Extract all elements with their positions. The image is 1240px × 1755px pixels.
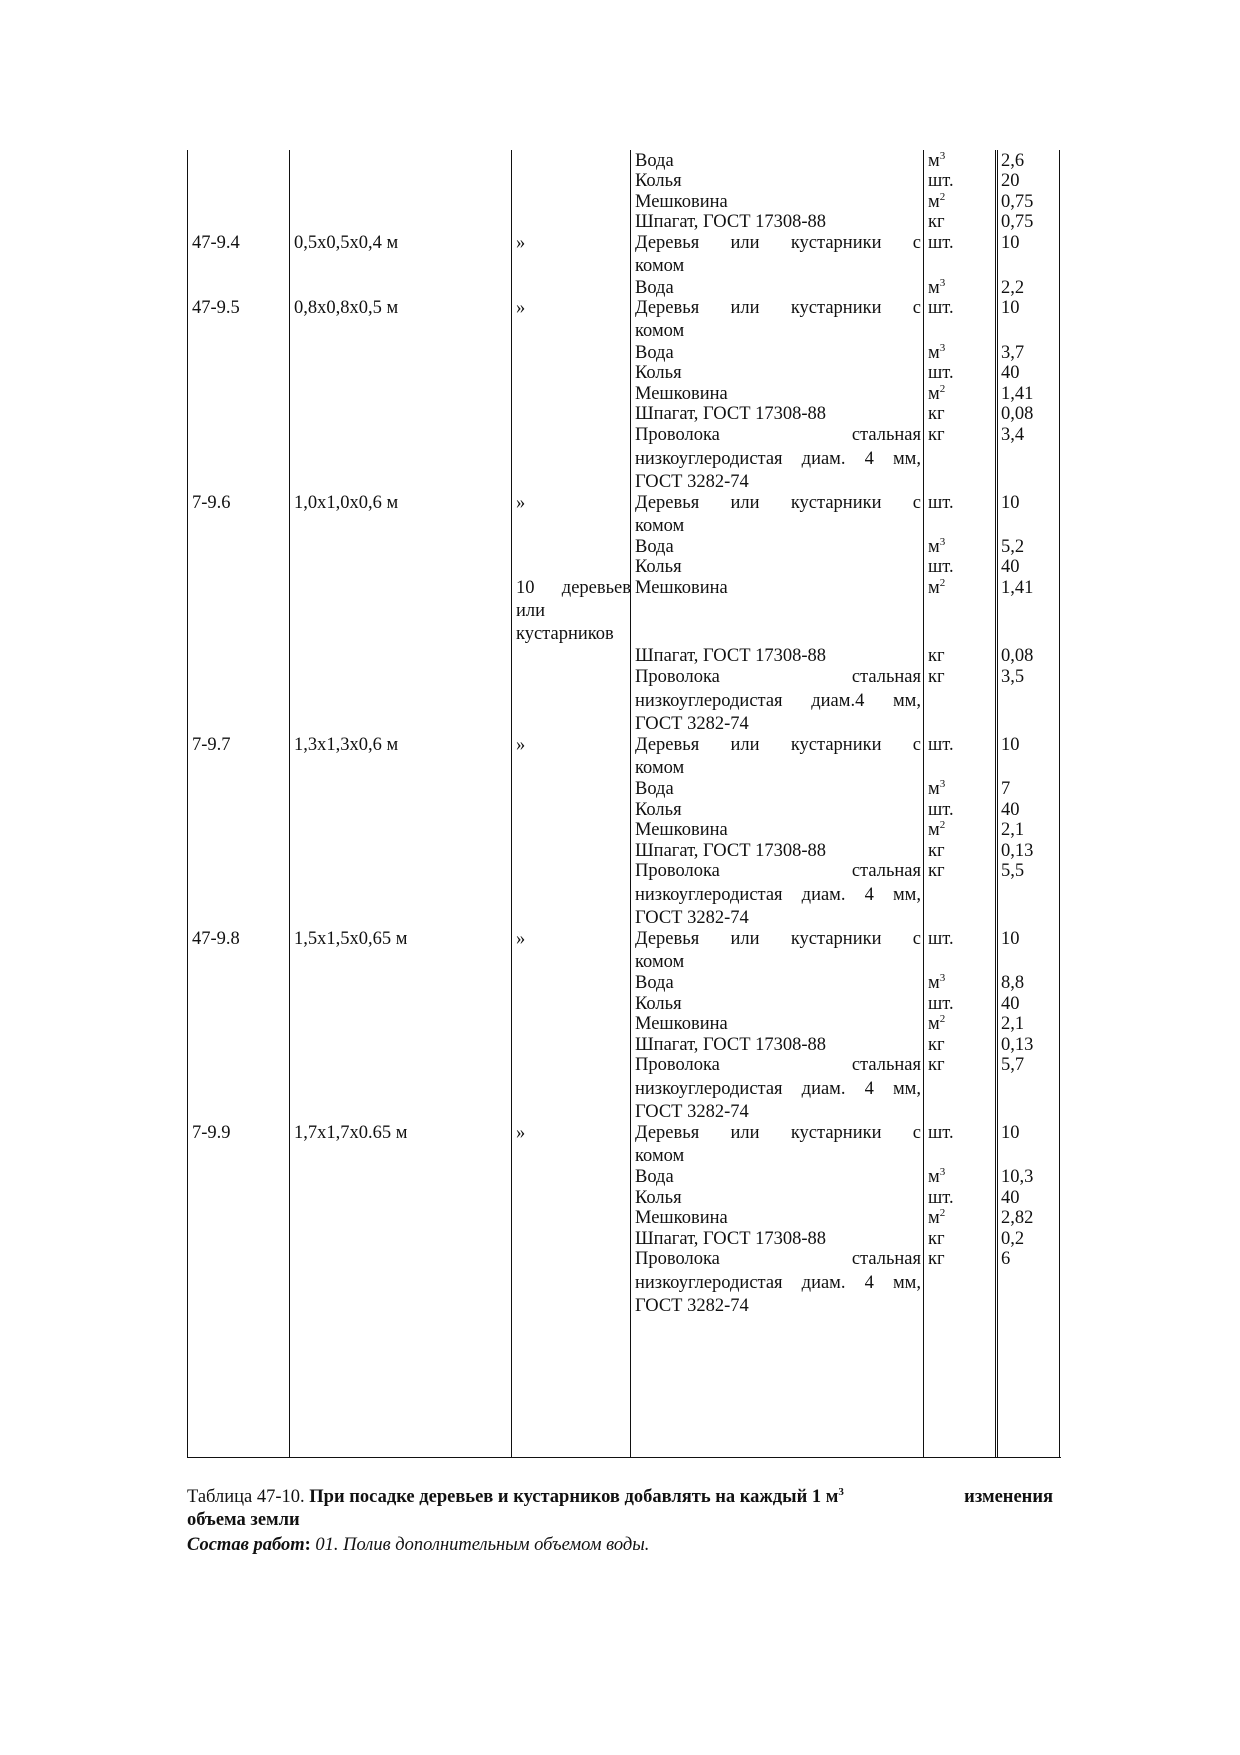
size-cell: 0,5х0,5х0,4 м	[294, 233, 399, 253]
quantity-cell: 8,8	[1001, 973, 1025, 993]
resource-cell: Мешковина	[635, 192, 728, 212]
resource-cell: Колья	[635, 171, 682, 191]
unit-cell	[928, 492, 954, 515]
table-caption	[187, 1486, 1053, 1532]
resource-cell: Колья	[635, 1188, 682, 1208]
code-cell: 47-9.4	[192, 233, 240, 253]
resource-cell: Мешковина	[635, 578, 728, 598]
unit-superscript: 3	[939, 778, 946, 790]
resource-cell: Шпагат, ГОСТ 17308-88	[635, 841, 827, 861]
unit-text: шт.	[928, 493, 954, 513]
unit-cell	[928, 577, 945, 600]
unit-superscript: 3	[939, 1166, 946, 1178]
unit-cell	[928, 819, 945, 842]
unit-text: кг	[928, 1055, 945, 1075]
resource-cell: Шпагат, ГОСТ 17308-88	[635, 212, 827, 232]
quantity-cell: 10	[1001, 233, 1020, 253]
resource-cell: Вода	[635, 779, 674, 799]
resource-cell: Вода	[635, 537, 674, 557]
column-divider	[511, 150, 512, 1458]
unit-text: кг	[928, 404, 945, 424]
resource-cell: Проволока стальная низкоуглеродистая диам.4 мм, ГОСТ 3282-74	[635, 667, 921, 734]
unit-text: кг	[928, 667, 945, 687]
resource-cell: Вода	[635, 278, 674, 298]
resource-cell: Деревья или кустарники с комом	[635, 493, 921, 536]
unit-text: шт.	[928, 800, 954, 820]
unit-cell	[928, 362, 954, 385]
column-divider	[630, 150, 631, 1458]
unit-text: шт.	[928, 994, 954, 1014]
resource-cell: Проволока стальная низкоуглеродистая диам. 4 мм, ГОСТ 3282-74	[635, 1055, 921, 1122]
unit-text: м	[928, 779, 940, 799]
composition-label: Состав работ	[187, 1535, 305, 1555]
quantity-cell: 40	[1001, 1188, 1020, 1208]
resource-cell: Колья	[635, 800, 682, 820]
unit-text: кг	[928, 212, 945, 232]
unit-cell	[928, 211, 945, 234]
unit-text: шт.	[928, 1188, 954, 1208]
unit-text: м	[928, 578, 940, 598]
resource-cell: Деревья или кустарники с комом	[635, 233, 921, 276]
unit-cell	[928, 734, 954, 757]
quantity-cell: 2,6	[1001, 151, 1025, 171]
resource-cell: Шпагат, ГОСТ 17308-88	[635, 404, 827, 424]
unit-superscript: 2	[939, 577, 946, 589]
size-cell: 1,5х1,5х0,65 м	[294, 929, 408, 949]
quantity-cell: 0,13	[1001, 841, 1034, 861]
norms-table	[187, 150, 1061, 1458]
unit-text: шт.	[928, 363, 954, 383]
quantity-cell: 1,41	[1001, 384, 1034, 404]
unit-superscript: 3	[939, 342, 946, 354]
resource-cell: Мешковина	[635, 384, 728, 404]
quantity-cell: 40	[1001, 363, 1020, 383]
quantity-cell: 0,13	[1001, 1035, 1034, 1055]
resource-cell: Шпагат, ГОСТ 17308-88	[635, 1035, 827, 1055]
caption-superscript: 3	[838, 1486, 844, 1498]
resource-cell: Деревья или кустарники с комом	[635, 735, 921, 778]
unit-text: шт.	[928, 929, 954, 949]
quantity-cell: 20	[1001, 171, 1020, 191]
caption-prefix: Таблица 47-10.	[187, 1487, 305, 1507]
unit-superscript: 3	[939, 536, 946, 548]
quantity-cell: 10	[1001, 929, 1020, 949]
quantity-cell: 2,2	[1001, 278, 1025, 298]
column-divider	[995, 150, 996, 1458]
resource-cell: Деревья или кустарники с комом	[635, 1123, 921, 1166]
code-cell: 47-9.8	[192, 929, 240, 949]
resource-cell: Мешковина	[635, 820, 728, 840]
work-composition	[187, 1534, 649, 1557]
quantity-cell: 6	[1001, 1249, 1011, 1269]
unit-text: кг	[928, 1249, 945, 1269]
composition-colon: :	[304, 1535, 311, 1555]
resource-cell: Мешковина	[635, 1014, 728, 1034]
unit-text: кг	[928, 646, 945, 666]
unit-superscript: 3	[939, 972, 946, 984]
quantity-cell: 10	[1001, 493, 1020, 513]
resource-cell: Мешковина	[635, 1208, 728, 1228]
quantity-cell: 5,2	[1001, 537, 1025, 557]
unit-cell	[928, 1013, 945, 1036]
unit-superscript: 3	[939, 150, 946, 162]
size-cell: 1,3х1,3х0,6 м	[294, 735, 399, 755]
unit-cell	[928, 860, 945, 883]
quantity-cell: 1,41	[1001, 578, 1034, 598]
quantity-cell: 0,08	[1001, 404, 1034, 424]
unit-text: м	[928, 278, 940, 298]
resource-cell: Деревья или кустарники с комом	[635, 298, 921, 341]
table-border-left	[187, 150, 188, 1458]
count-cell: »	[516, 929, 526, 949]
quantity-cell: 2,1	[1001, 820, 1025, 840]
code-cell: 7-9.6	[192, 493, 231, 513]
unit-text: м	[928, 973, 940, 993]
unit-superscript: 2	[939, 191, 946, 203]
quantity-cell: 0,2	[1001, 1229, 1025, 1249]
unit-cell	[928, 1122, 954, 1145]
quantity-cell: 3,4	[1001, 425, 1025, 445]
resource-cell: Вода	[635, 973, 674, 993]
unit-cell	[928, 666, 945, 689]
resource-cell: Вода	[635, 343, 674, 363]
unit-text: кг	[928, 1035, 945, 1055]
quantity-cell: 3,5	[1001, 667, 1025, 687]
unit-superscript: 3	[939, 277, 946, 289]
unit-text: кг	[928, 425, 945, 445]
quantity-cell: 0,75	[1001, 192, 1034, 212]
quantity-cell: 7	[1001, 779, 1011, 799]
unit-cell	[928, 645, 945, 668]
unit-text: кг	[928, 1229, 945, 1249]
quantity-cell: 40	[1001, 557, 1020, 577]
unit-text: м	[928, 1014, 940, 1034]
unit-text: м	[928, 384, 940, 404]
quantity-cell: 5,5	[1001, 861, 1025, 881]
unit-cell	[928, 424, 945, 447]
resource-cell: Вода	[635, 1167, 674, 1187]
quantity-cell: 0,75	[1001, 212, 1034, 232]
code-cell: 7-9.7	[192, 735, 231, 755]
count-cell: »	[516, 1123, 526, 1143]
code-cell: 47-9.5	[192, 298, 240, 318]
quantity-cell: 40	[1001, 800, 1020, 820]
unit-text: м	[928, 537, 940, 557]
unit-superscript: 2	[939, 1013, 946, 1025]
table-bottom-border	[187, 1457, 1061, 1458]
unit-text: кг	[928, 861, 945, 881]
unit-cell	[928, 232, 954, 255]
caption-title: При посадке деревьев и кустарников добавлять на каждый 1 м	[309, 1487, 839, 1507]
unit-cell	[928, 1166, 945, 1189]
resource-cell: Проволока стальная низкоуглеродистая диам. 4 мм, ГОСТ 3282-74	[635, 1249, 921, 1316]
size-cell: 0,8х0,8х0,5 м	[294, 298, 399, 318]
quantity-cell: 0,08	[1001, 646, 1034, 666]
unit-cell	[928, 1207, 945, 1230]
unit-text: кг	[928, 841, 945, 861]
quantity-cell: 10	[1001, 298, 1020, 318]
quantity-cell: 3,7	[1001, 343, 1025, 363]
quantity-cell: 10	[1001, 1123, 1020, 1143]
unit-text: шт.	[928, 557, 954, 577]
unit-cell	[928, 556, 954, 579]
unit-text: шт.	[928, 233, 954, 253]
resource-cell: Вода	[635, 151, 674, 171]
count-cell: »	[516, 735, 526, 755]
resource-cell: Шпагат, ГОСТ 17308-88	[635, 1229, 827, 1249]
table-border-right	[1059, 150, 1060, 1458]
unit-cell	[928, 403, 945, 426]
unit-text: м	[928, 820, 940, 840]
quantity-cell: 40	[1001, 994, 1020, 1014]
quantity-cell: 5,7	[1001, 1055, 1025, 1075]
resource-cell: Колья	[635, 363, 682, 383]
unit-text: шт.	[928, 171, 954, 191]
code-cell: 7-9.9	[192, 1123, 231, 1143]
count-cell: »	[516, 233, 526, 253]
caption-title-line2: объема земли	[187, 1510, 300, 1530]
unit-cell	[928, 928, 954, 951]
caption-title-end: изменения	[964, 1487, 1053, 1507]
unit-cell	[928, 972, 945, 995]
unit-cell	[928, 297, 954, 320]
resource-cell: Шпагат, ГОСТ 17308-88	[635, 646, 827, 666]
unit-cell	[928, 170, 954, 193]
unit-text: шт.	[928, 298, 954, 318]
unit-text: м	[928, 1167, 940, 1187]
unit-text: м	[928, 343, 940, 363]
unit-cell	[928, 778, 945, 801]
unit-cell	[928, 1054, 945, 1077]
count-cell: 10 деревьев или кустарников	[516, 578, 631, 644]
resource-cell: Колья	[635, 994, 682, 1014]
unit-text: шт.	[928, 1123, 954, 1143]
unit-superscript: 2	[939, 1207, 946, 1219]
quantity-cell: 2,82	[1001, 1208, 1034, 1228]
count-cell: »	[516, 298, 526, 318]
quantity-cell: 10	[1001, 735, 1020, 755]
unit-superscript: 2	[939, 819, 946, 831]
unit-superscript: 2	[939, 383, 946, 395]
column-divider	[923, 150, 924, 1458]
unit-text: шт.	[928, 735, 954, 755]
unit-text: м	[928, 151, 940, 171]
composition-text: 01. Полив дополнительным объемом воды.	[315, 1535, 650, 1555]
resource-cell: Деревья или кустарники с комом	[635, 929, 921, 972]
unit-cell	[928, 1248, 945, 1271]
column-divider	[997, 150, 998, 1458]
size-cell: 1,0х1,0х0,6 м	[294, 493, 399, 513]
resource-cell: Проволока стальная низкоуглеродистая диам. 4 мм, ГОСТ 3282-74	[635, 861, 921, 928]
unit-text: м	[928, 1208, 940, 1228]
size-cell: 1,7х1,7х0.65 м	[294, 1123, 408, 1143]
quantity-cell: 10,3	[1001, 1167, 1034, 1187]
quantity-cell: 2,1	[1001, 1014, 1025, 1034]
resource-cell: Проволока стальная низкоуглеродистая диам. 4 мм, ГОСТ 3282-74	[635, 425, 921, 492]
resource-cell: Колья	[635, 557, 682, 577]
unit-text: м	[928, 192, 940, 212]
count-cell: »	[516, 493, 526, 513]
column-divider	[289, 150, 290, 1458]
